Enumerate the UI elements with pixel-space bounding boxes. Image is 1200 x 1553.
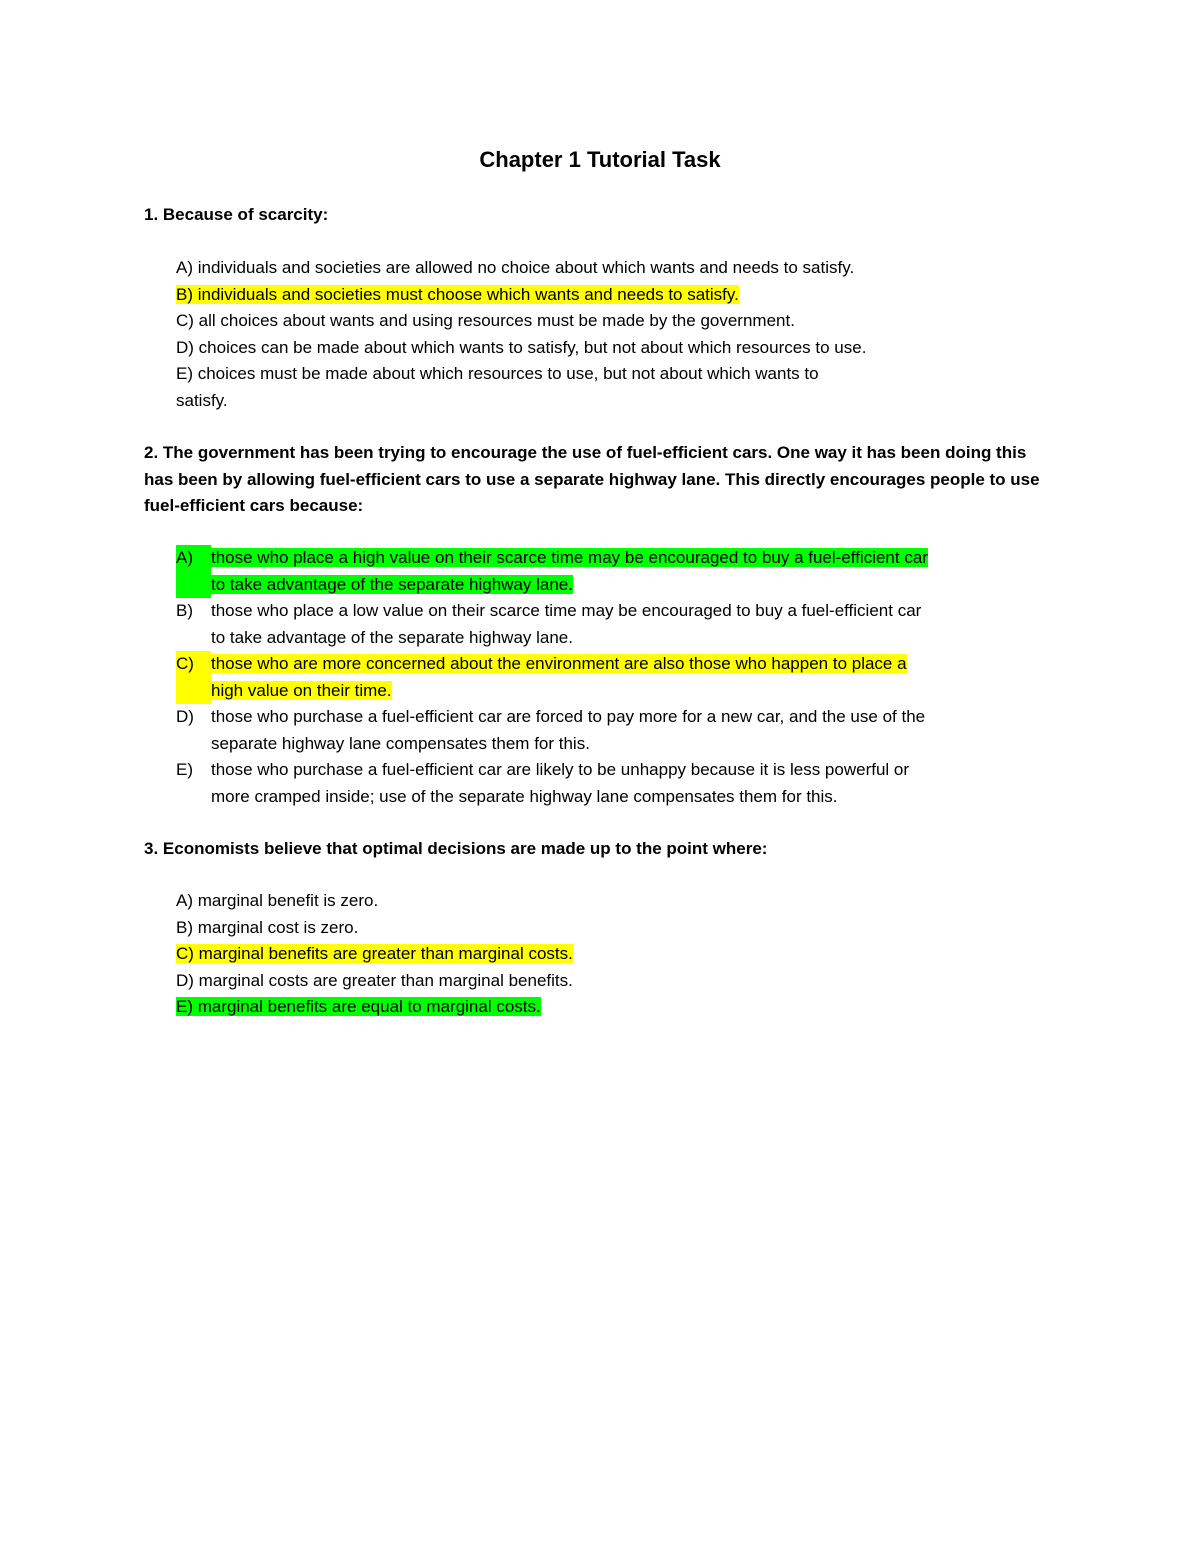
question-1-stem: 1. Because of scarcity:	[144, 205, 329, 224]
option-2e: E) those who purchase a fuel-efficient car are likely to be unhappy because it is less powerful or more cramped inside; use of the separate highway lane compensates them for this.	[176, 757, 1056, 810]
option-2c: C) those who are more concerned about the environment are also those who happen to place a high value on their time.	[176, 651, 1056, 704]
option-1a: A) individuals and societies are allowed no choice about which wants and needs to satisfy.	[176, 258, 855, 277]
option-3d: D) marginal costs are greater than marginal benefits.	[176, 970, 573, 990]
option-1c: C) all choices about wants and using resources must be made by the government.	[176, 311, 795, 330]
option-1d: D) choices can be made about which wants to satisfy, but not about which resources to use.	[176, 337, 867, 357]
question-2-stem: 2. The government has been trying to encourage the use of fuel-efficient cars. One way it has been doing this has been by allowing fuel-efficient cars to use a separate highway lane. This directly encourages people to use fuel-efficient cars because:	[144, 443, 1040, 515]
option-1e-continued: satisfy.	[176, 390, 228, 410]
option-2b: B) those who place a low value on their scarce time may be encouraged to buy a fuel-efficient car to take advantage of the separate highway lane.	[176, 598, 1056, 651]
option-2d-letter: D)	[176, 707, 194, 726]
option-1b: B) individuals and societies must choose which wants and needs to satisfy.	[176, 284, 739, 304]
option-2e-letter: E)	[176, 760, 193, 779]
document-title: Chapter 1 Tutorial Task	[479, 147, 721, 172]
option-2c-letter: C)	[176, 651, 211, 704]
option-3c: C) marginal benefits are greater than marginal costs.	[176, 944, 573, 963]
option-1e: E) choices must be made about which resources to use, but not about which wants to	[176, 364, 819, 383]
question-3-stem: 3. Economists believe that optimal decisions are made up to the point where:	[144, 839, 768, 858]
option-2a: A) those who place a high value on their scarce time may be encouraged to buy a fuel-efficient car to take advantage of the separate highway lane.	[176, 545, 1056, 598]
option-2b-letter: B)	[176, 601, 193, 620]
option-2d: D) those who purchase a fuel-efficient car are forced to pay more for a new car, and the use of the separate highway lane compensates them for this.	[176, 704, 1056, 757]
question-2-options	[176, 545, 1056, 810]
option-2a-letter: A)	[176, 545, 211, 598]
question-3-options	[176, 888, 1056, 1021]
question-1-options	[176, 255, 1056, 414]
option-3e: E) marginal benefits are equal to marginal costs.	[176, 997, 541, 1016]
option-3a: A) marginal benefit is zero.	[176, 891, 379, 910]
option-3b: B) marginal cost is zero.	[176, 917, 359, 937]
